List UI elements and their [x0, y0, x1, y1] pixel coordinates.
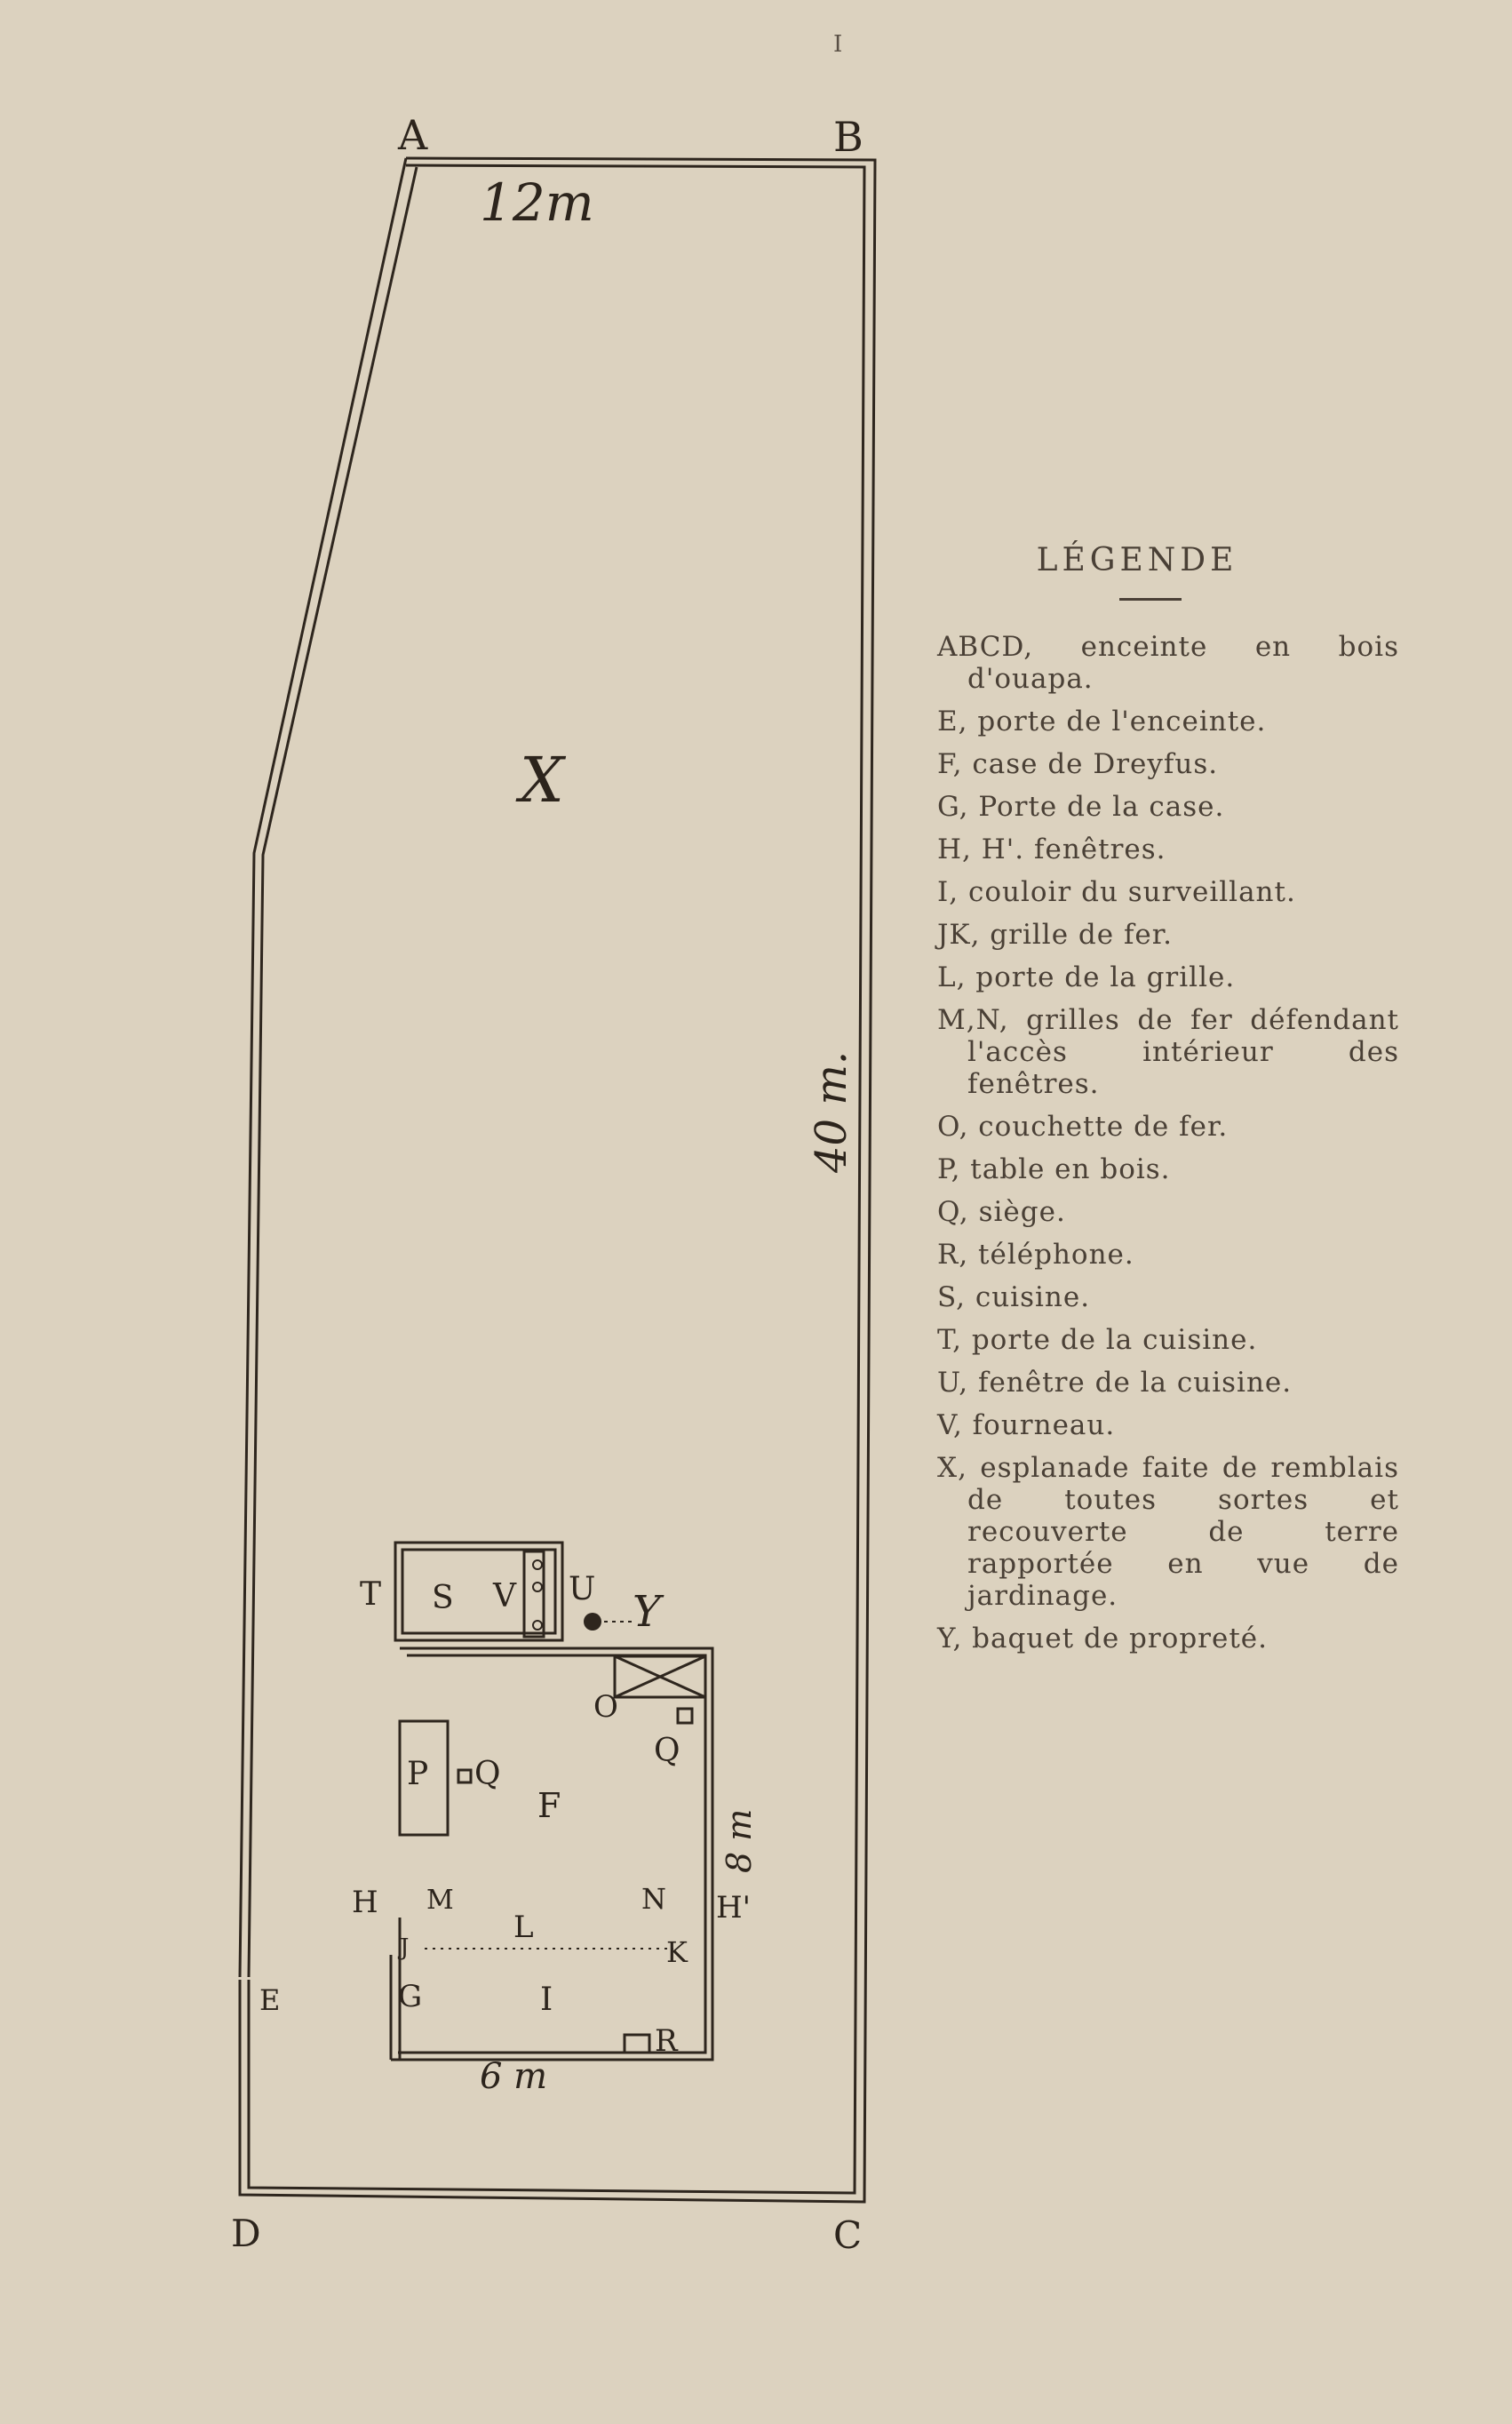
corner-d-label: D: [231, 2212, 261, 2255]
label-s-kitchen: S: [432, 1580, 454, 1616]
legend-title: LÉGENDE: [1036, 542, 1238, 578]
side-length-label: 40 m.: [807, 1050, 856, 1173]
hut-width-label: 6 m: [480, 2056, 548, 2097]
legend-item-jk: JK, grille de fer.: [937, 919, 1174, 951]
legend-item-o: O, couchette de fer.: [937, 1111, 1229, 1143]
legend-item-i: I, couloir du surveillant.: [937, 876, 1296, 908]
top-width-label: 12m: [480, 172, 594, 233]
hut-side-label: 8 m: [720, 1808, 759, 1873]
label-k-grille: K: [666, 1935, 688, 1969]
legend-item-x: X, esplanade faite de remblais de toutes sortes et recouverte de terre rapportée en vue de jardinage.: [937, 1452, 1399, 1612]
legend-item-p: P, table en bois.: [937, 1153, 1171, 1185]
label-o-bed: O: [593, 1689, 618, 1725]
legend-item-y: Y, baquet de propreté.: [937, 1623, 1269, 1655]
enclosure-wall: [240, 158, 875, 2202]
corner-a-label: A: [398, 111, 428, 159]
legend: [937, 542, 1399, 1665]
label-n-grille: N: [641, 1882, 666, 1916]
kitchen-stove-rings: [533, 1560, 542, 1630]
label-t-kitchen-door: T: [360, 1576, 382, 1613]
label-m-grille: M: [426, 1885, 454, 1916]
legend-item-h: H, H'. fenêtres.: [937, 833, 1166, 865]
legend-item-s: S, cuisine.: [937, 1281, 1091, 1313]
label-e-door: E: [259, 1983, 281, 2017]
legend-item-u: U, fenêtre de la cuisine.: [937, 1367, 1293, 1399]
legend-item-f: F, case de Dreyfus.: [937, 748, 1219, 780]
legend-item-t: T, porte de la cuisine.: [937, 1324, 1258, 1356]
label-y-bucket: Y: [633, 1587, 661, 1637]
label-r-telephone: R: [655, 2023, 678, 2059]
label-x-esplanade: X: [520, 744, 564, 817]
label-q-seat-right: Q: [654, 1733, 680, 1769]
legend-item-e: E, porte de l'enceinte.: [937, 706, 1267, 738]
legend-item-mn: M,N, grilles de fer défendant l'accès intérieur des fenêtres.: [937, 1004, 1399, 1100]
label-h-window: H: [352, 1885, 378, 1920]
legend-item-v: V, fourneau.: [937, 1409, 1116, 1441]
legend-item-l: L, porte de la grille.: [937, 961, 1236, 993]
label-f-hut: F: [537, 1786, 561, 1825]
legend-list: [937, 631, 1399, 1655]
label-i-corridor: I: [540, 1981, 553, 2018]
legend-item-abcd: ABCD, enceinte en bois d'ouapa.: [937, 631, 1399, 695]
label-g-hut-door: G: [398, 1979, 423, 2014]
legend-item-r: R, téléphone.: [937, 1239, 1134, 1271]
corner-c-label: C: [833, 2213, 863, 2257]
legend-divider: [1119, 598, 1182, 601]
bucket-marker: [584, 1613, 601, 1631]
label-u-kitchen-window: U: [569, 1571, 596, 1607]
label-p-table: P: [407, 1756, 429, 1792]
corner-b-label: B: [833, 113, 863, 161]
label-q-seat-left: Q: [474, 1756, 501, 1792]
label-h-prime-window: H': [716, 1890, 751, 1926]
legend-item-g: G, Porte de la case.: [937, 791, 1225, 823]
label-j-grille: J: [400, 1934, 410, 1961]
page-number: I: [833, 31, 843, 58]
label-l-grille-door: L: [513, 1910, 534, 1945]
legend-item-q: Q, siège.: [937, 1196, 1066, 1228]
label-v-stove: V: [493, 1578, 516, 1615]
